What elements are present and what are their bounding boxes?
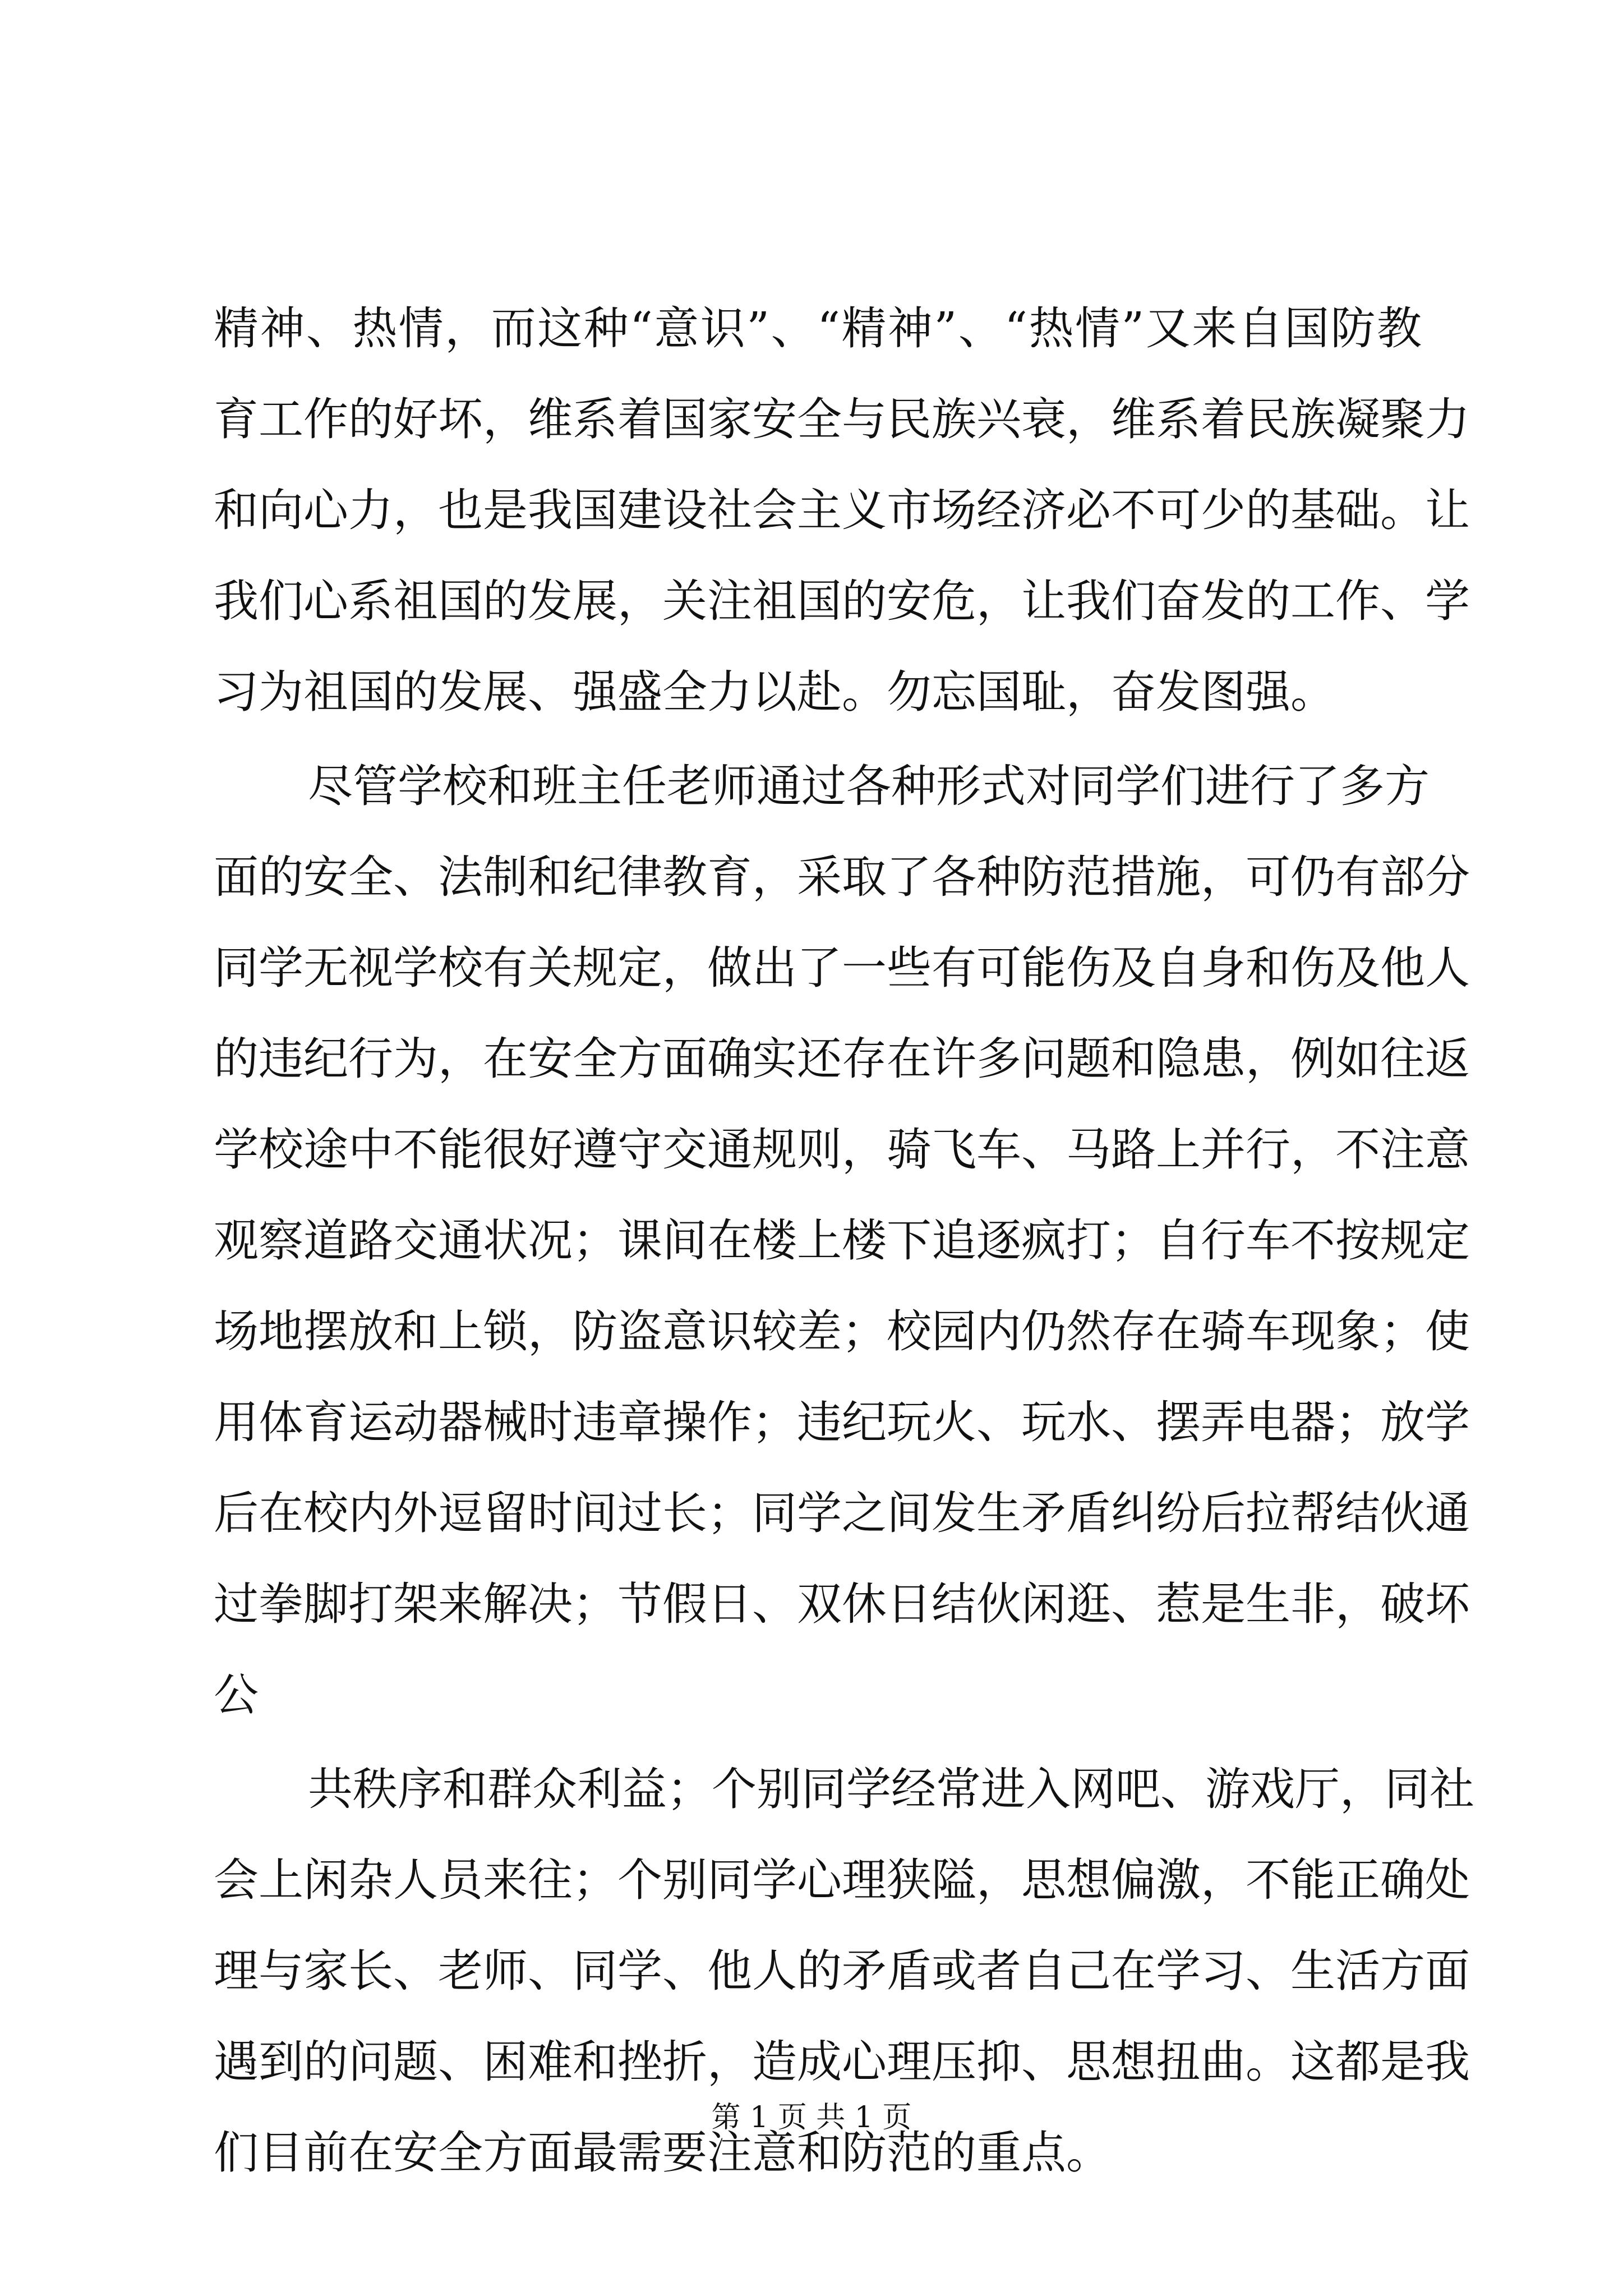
text-line: 学校途中不能很好遵守交通规则，骑飞车、马路上并行，不注意 [214,1124,1470,1176]
text-line: 后在校内外逗留时间过长；同学之间发生矛盾纠纷后拉帮结伙通 [214,1487,1470,1539]
text-line: 公 [214,1669,259,1721]
text-line: 理与家长、老师、同学、他人的矛盾或者自己在学习、生活方面 [214,1945,1470,1997]
text-line: 过拳脚打架来解决；节假日、双休日结伙闲逛、惹是生非，破坏 [214,1578,1470,1630]
text-line: 观察道路交通状况；课间在楼上楼下追逐疯打；自行车不按规定 [214,1214,1470,1267]
text-line: 精神、热情，而这种“意识”、“精神”、“热情”又来自国防教 [214,302,1422,355]
text-line: 会上闲杂人员来往；个别同学心理狭隘，思想偏激，不能正确处 [214,1854,1470,1906]
text-line: 面的安全、法制和纪律教育，采取了各种防范措施，可仍有部分 [214,851,1470,903]
text-line: 习为祖国的发展、强盛全力以赴。勿忘国耻，奋发图强。 [214,666,1335,718]
text-line: 的违纪行为，在安全方面确实还存在许多问题和隐患，例如往返 [214,1033,1470,1085]
text-line: 场地摆放和上锁，防盗意识较差；校园内仍然存在骑车现象；使 [214,1305,1470,1358]
text-line: 尽管学校和班主任老师通过各种形式对同学们进行了多方 [308,760,1430,812]
text-line: 用体育运动器械时违章操作；违纪玩火、玩水、摆弄电器；放学 [214,1396,1470,1448]
text-line: 遇到的问题、困难和挫折，造成心理压抑、思想扭曲。这都是我 [214,2036,1470,2088]
paragraph-1 [214,283,1470,738]
document-body [214,283,1474,2198]
page-footer: 第 1 页 共 1 页 [711,2101,912,2134]
text-line: 们目前在安全方面最需要注意和防范的重点。 [214,2127,1111,2179]
text-line: 我们心系祖国的发展，关注祖国的安危，让我们奋发的工作、学 [214,575,1470,627]
text-line: 同学无视学校有关规定，做出了一些有可能伤及自身和伤及他人 [214,942,1470,994]
text-line: 和向心力，也是我国建设社会主义市场经济必不可少的基础。让 [214,484,1470,536]
text-line: 共秩序和群众利益；个别同学经常进入网吧、游戏厅，同社 [308,1763,1474,1815]
text-line: 育工作的好坏，维系着国家安全与民族兴衰，维系着民族凝聚力 [214,393,1470,445]
paragraph-2 [214,741,1470,1741]
